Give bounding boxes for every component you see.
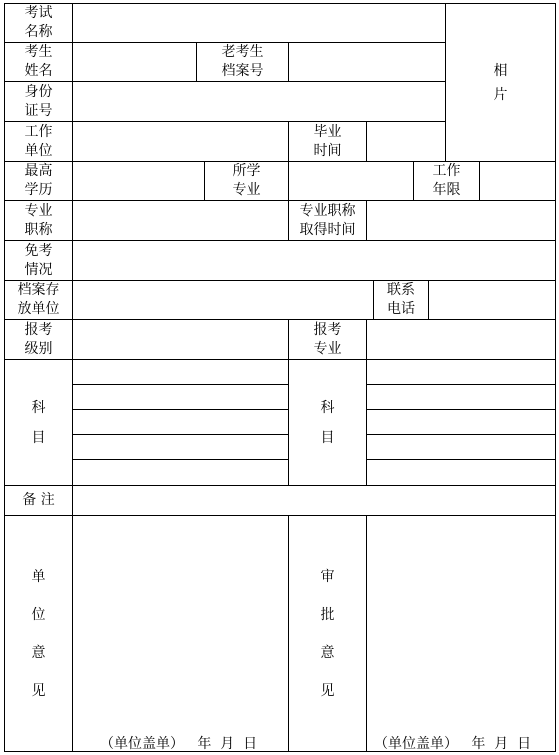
professional-title-field[interactable] [72, 200, 289, 241]
subjects-left-label-text: 科 目 [31, 399, 46, 446]
highest-education-field[interactable] [72, 161, 205, 201]
exemption-label [4, 240, 73, 281]
exam-major-label-text: 报考 专业 [313, 321, 342, 357]
subject-right-row-1[interactable] [366, 359, 556, 385]
unit-opinion-field[interactable] [72, 515, 289, 752]
photo-label: 相 片 [493, 62, 508, 103]
subjects-left-label [4, 359, 73, 486]
exam-level-label-text: 报考 级别 [24, 321, 53, 357]
exam-name-field[interactable] [72, 3, 446, 43]
work-years-field[interactable] [479, 161, 556, 201]
work-unit-label [4, 121, 73, 162]
approval-opinion-label-text: 审 批 意 见 [320, 568, 335, 699]
subject-left-row-5[interactable] [72, 459, 289, 486]
unit-opinion-label-text: 单 位 意 见 [31, 568, 46, 699]
old-file-no-field[interactable] [288, 42, 446, 82]
unit-stamp-date: （单位盖单） 年 月 日 [100, 736, 258, 752]
file-storage-unit-field[interactable] [72, 280, 374, 320]
id-number-label [4, 81, 73, 122]
subject-left-row-2[interactable] [72, 384, 289, 410]
contact-phone-label [373, 280, 429, 320]
id-number-field[interactable] [72, 81, 446, 122]
graduation-time-field[interactable] [366, 121, 446, 162]
subject-right-row-5[interactable] [366, 459, 556, 486]
title-obtained-time-field[interactable] [366, 200, 556, 241]
contact-phone-label-text: 联系 电话 [387, 282, 415, 317]
exam-level-field[interactable] [72, 319, 289, 360]
highest-education-label-text: 最高 学历 [24, 163, 53, 198]
title-obtained-time-label-text: 专业职称 取得时间 [299, 202, 356, 238]
work-unit-field[interactable] [72, 121, 289, 162]
file-storage-unit-label-text: 档案存 放单位 [17, 282, 60, 317]
approval-stamp-date: （单位盖单） 年 月 日 [374, 736, 532, 752]
work-years-label [413, 161, 480, 201]
title-obtained-time-label [288, 200, 367, 241]
major-studied-field[interactable] [288, 161, 414, 201]
work-unit-label-text: 工作 单位 [24, 123, 53, 159]
candidate-name-label [4, 42, 73, 82]
professional-title-label-text: 专业 职称 [24, 202, 53, 238]
subject-right-row-3[interactable] [366, 409, 556, 435]
candidate-name-label-text: 考生 姓名 [24, 44, 53, 79]
exam-major-label [288, 319, 367, 360]
highest-education-label [4, 161, 73, 201]
exam-name-label [4, 3, 73, 43]
photo-box [445, 3, 556, 162]
exemption-field[interactable] [72, 240, 556, 281]
subjects-right-label [288, 359, 367, 486]
subject-right-row-4[interactable] [366, 434, 556, 460]
remarks-label-text: 备 注 [22, 492, 55, 508]
exemption-label-text: 免考 情况 [24, 242, 53, 278]
subject-right-row-2[interactable] [366, 384, 556, 410]
subject-left-row-3[interactable] [72, 409, 289, 435]
exam-major-field[interactable] [366, 319, 556, 360]
major-studied-label-text: 所学 专业 [232, 163, 261, 198]
old-file-no-label [196, 42, 289, 82]
major-studied-label [204, 161, 289, 201]
old-file-no-label-text: 老考生 档案号 [221, 44, 264, 79]
candidate-name-field[interactable] [72, 42, 197, 82]
work-years-label-text: 工作 年限 [432, 163, 461, 198]
graduation-time-label [288, 121, 367, 162]
id-number-label-text: 身份 证号 [24, 83, 53, 119]
subjects-right-label-text: 科 目 [320, 399, 335, 446]
subject-left-row-1[interactable] [72, 359, 289, 385]
exam-name-label-text: 考试 名称 [24, 5, 53, 40]
approval-opinion-field[interactable] [366, 515, 556, 752]
unit-opinion-label [4, 515, 73, 752]
exam-level-label [4, 319, 73, 360]
subject-left-row-4[interactable] [72, 434, 289, 460]
approval-opinion-label [288, 515, 367, 752]
contact-phone-field[interactable] [428, 280, 556, 320]
file-storage-unit-label [4, 280, 73, 320]
graduation-time-label-text: 毕业 时间 [313, 123, 342, 159]
remarks-field[interactable] [72, 485, 556, 516]
professional-title-label [4, 200, 73, 241]
remarks-label [4, 485, 73, 516]
